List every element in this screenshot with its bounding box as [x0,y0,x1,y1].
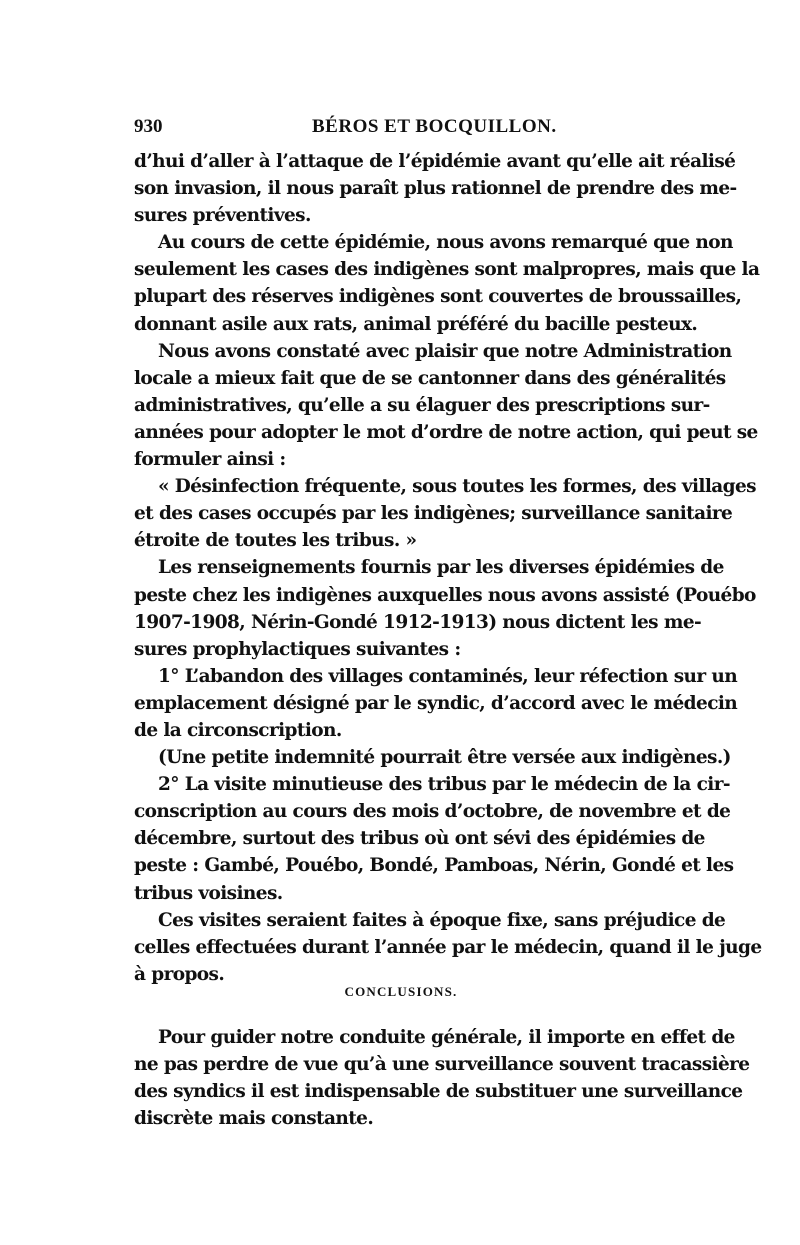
running-title: BÉROS ET BOCQUILLON. [312,116,557,137]
text-line: Ces visites seraient faites à époque fixe, sans préjudice de [158,909,726,931]
conclusion-text [134,1024,750,1132]
text-line: Les renseignements fournis par les diverses épidémies de [158,557,724,579]
text-line: formuler ainsi : [134,449,286,471]
text-line: Pour guider notre conduite générale, il importe en effet de [158,1027,735,1048]
text-line: donnant asile aux rats, animal préféré du bacille pesteux. [134,313,698,335]
section-heading: CONCLUSIONS. [344,984,458,999]
page-number: 930 [134,116,163,137]
text-line: son invasion, il nous paraît plus rationnel de prendre des me- [134,178,737,200]
text-line: emplacement désigné par le syndic, d’accord avec le médecin [134,692,738,714]
text-line: « Désinfection fréquente, sous toutes les formes, des villages [158,476,756,498]
text-line: d’hui d’aller à l’attaque de l’épidémie avant qu’elle ait réalisé [134,151,736,172]
text-line: conscription au cours des mois d’octobre, de novembre et de [134,801,731,823]
text-line: 1° L’abandon des villages contaminés, leur réfection sur un [158,665,738,687]
text-line: 2° La visite minutieuse des tribus par le médecin de la cir- [158,774,730,796]
text-line: peste chez les indigènes auxquelles nous avons assisté (Pouébo [134,584,756,606]
text-line: sures prophylactiques suivantes : [134,638,461,660]
text-line: années pour adopter le mot d’ordre de notre action, qui peut se [134,421,758,443]
text-line: sures préventives. [134,205,311,227]
text-line: administratives, qu’elle a su élaguer des prescriptions sur- [134,394,710,416]
text-line: ne pas perdre de vue qu’à une surveillance souvent tracassière [134,1054,750,1076]
text-line: et des cases occupés par les indigènes; surveillance sanitaire [134,503,733,525]
text-line: discrète mais constante. [134,1108,374,1130]
running-head [134,116,668,146]
text-line: étroite de toutes les tribus. » [134,530,417,552]
text-line: peste : Gambé, Pouébo, Bondé, Pamboas, Nérin, Gondé et les [134,855,734,877]
text-line: plupart des réserves indigènes sont couvertes de broussailles, [134,286,742,308]
text-line: (Une petite indemnité pourrait être versée aux indigènes.) [158,747,731,769]
text-line: 1907-1908, Nérin-Gondé 1912-1913) nous dictent les me- [134,611,702,633]
text-line: de la circonscription. [134,719,342,741]
text-line: tribus voisines. [134,882,283,904]
text-line: des syndics il est indispensable de substituer une surveillance [134,1081,743,1103]
text-line: Nous avons constaté avec plaisir que notre Administration [158,340,732,362]
text-line: celles effectuées durant l’année par le médecin, quand il le juge [134,936,762,958]
text-line: seulement les cases des indigènes sont malpropres, mais que la [134,259,760,281]
body-text [134,148,762,988]
text-line: décembre, surtout des tribus où ont sévi des épidémies de [134,828,705,850]
text-line: à propos. [134,963,225,985]
text-line: Au cours de cette épidémie, nous avons remarqué que non [158,232,733,254]
text-line: locale a mieux fait que de se cantonner dans des généralités [134,367,726,389]
